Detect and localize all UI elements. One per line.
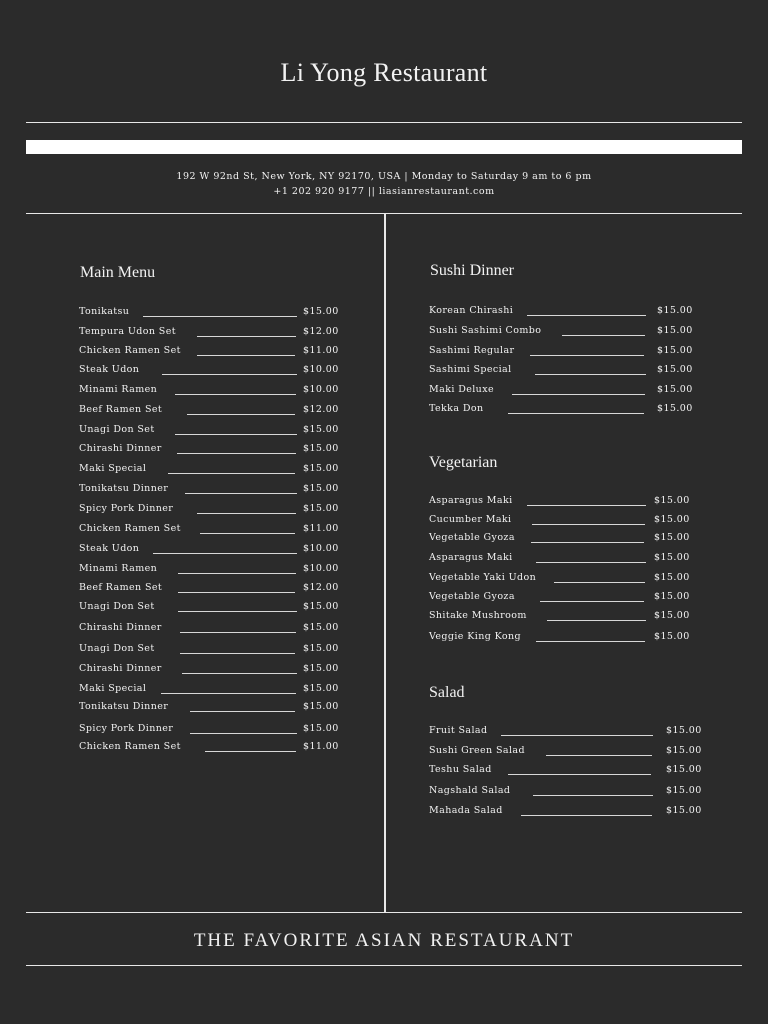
menu-item [79, 443, 348, 457]
menu-item [429, 384, 702, 398]
menu-item-name: Vegetable Gyoza [429, 591, 515, 602]
menu-item-price: $10.00 [303, 563, 339, 574]
menu-item-name: Spicy Pork Dinner [79, 723, 174, 734]
menu-item [429, 785, 711, 799]
price-leader-line [546, 755, 652, 756]
price-leader-line [187, 414, 295, 415]
menu-item-price: $15.00 [666, 805, 702, 816]
footer-bottom-divider [26, 965, 742, 966]
menu-item-name: Chirashi Dinner [79, 622, 162, 633]
menu-item [429, 305, 702, 319]
menu-item [79, 384, 348, 398]
price-leader-line [527, 315, 646, 316]
menu-item-price: $15.00 [666, 785, 702, 796]
price-leader-line [501, 735, 653, 736]
menu-item-name: Steak Udon [79, 364, 140, 375]
menu-item-name: Sashimi Regular [429, 345, 515, 356]
menu-item-price: $12.00 [303, 404, 339, 415]
menu-item-name: Maki Special [79, 683, 147, 694]
menu-item [429, 495, 699, 509]
price-leader-line [143, 316, 297, 317]
header-divider [26, 122, 742, 123]
menu-item [429, 725, 711, 739]
menu-item-name: Tekka Don [429, 403, 484, 414]
price-leader-line [178, 592, 295, 593]
main-menu-title: Main Menu [80, 264, 156, 281]
price-leader-line [521, 815, 652, 816]
menu-item [429, 610, 699, 624]
menu-item-name: Fruit Salad [429, 725, 488, 736]
sushi-dinner-title: Sushi Dinner [430, 262, 514, 279]
menu-item-price: $15.00 [303, 443, 339, 454]
menu-item-price: $15.00 [303, 424, 339, 435]
menu-item [79, 723, 348, 737]
menu-item-name: Tonikatsu [79, 306, 130, 317]
menu-item-name: Sushi Sashimi Combo [429, 325, 542, 336]
menu-item-price: $15.00 [654, 532, 690, 543]
price-leader-line [532, 524, 645, 525]
menu-item-price: $15.00 [666, 764, 702, 775]
menu-item-price: $15.00 [666, 745, 702, 756]
price-leader-line [554, 582, 645, 583]
price-leader-line [197, 355, 295, 356]
menu-item [429, 552, 699, 566]
menu-item [79, 523, 348, 537]
menu-item-price: $12.00 [303, 326, 339, 337]
salad-title: Salad [429, 684, 465, 701]
price-leader-line [540, 601, 644, 602]
menu-item-name: Maki Deluxe [429, 384, 494, 395]
menu-item-name: Mahada Salad [429, 805, 503, 816]
price-leader-line [531, 542, 644, 543]
menu-item [429, 345, 702, 359]
menu-item-name: Shitake Mushroom [429, 610, 527, 621]
menu-item-price: $15.00 [303, 723, 339, 734]
menu-item-price: $15.00 [654, 495, 690, 506]
menu-item-price: $15.00 [654, 552, 690, 563]
vegetarian-title: Vegetarian [429, 454, 498, 471]
menu-item-price: $15.00 [654, 514, 690, 525]
tagline: THE FAVORITE ASIAN RESTAURANT [193, 930, 575, 951]
menu-item-name: Beef Ramen Set [79, 582, 163, 593]
price-leader-line [512, 394, 645, 395]
menu-item-price: $15.00 [303, 643, 339, 654]
menu-item-price: $15.00 [303, 701, 339, 712]
menu-item-name: Nagshald Salad [429, 785, 511, 796]
menu-item [429, 805, 711, 819]
menu-item-price: $15.00 [303, 306, 339, 317]
menu-item-price: $15.00 [666, 725, 702, 736]
menu-item [79, 404, 348, 418]
menu-item-price: $15.00 [654, 572, 690, 583]
price-leader-line [162, 374, 297, 375]
menu-item-name: Unagi Don Set [79, 424, 155, 435]
menu-item-name: Chirashi Dinner [79, 443, 162, 454]
price-leader-line [190, 711, 295, 712]
price-leader-line [536, 641, 645, 642]
price-leader-line [153, 553, 297, 554]
price-leader-line [547, 620, 646, 621]
menu-item-price: $15.00 [657, 364, 693, 375]
menu-item [79, 701, 348, 715]
menu-item [79, 582, 348, 596]
menu-item-name: Teshu Salad [429, 764, 492, 775]
menu-item-price: $11.00 [303, 523, 339, 534]
menu-item [429, 572, 699, 586]
menu-item [79, 543, 348, 557]
menu-item-price: $15.00 [303, 601, 339, 612]
menu-item [79, 306, 348, 320]
price-leader-line [536, 562, 646, 563]
menu-item [429, 325, 702, 339]
menu-item-name: Vegetable Gyoza [429, 532, 515, 543]
menu-item [79, 424, 348, 438]
menu-item [79, 463, 348, 477]
menu-item-price: $10.00 [303, 364, 339, 375]
header-band [26, 140, 742, 154]
price-leader-line [197, 513, 296, 514]
footer-top-divider [26, 912, 742, 913]
menu-item [429, 403, 702, 417]
menu-item [79, 483, 348, 497]
menu-item-name: Minami Ramen [79, 384, 158, 395]
menu-item [429, 364, 702, 378]
menu-item [79, 663, 348, 677]
contact-line: +1 202 920 9177 || liasianrestaurant.com [273, 186, 495, 197]
price-leader-line [508, 413, 644, 414]
menu-item-name: Unagi Don Set [79, 601, 155, 612]
menu-item-name: Spicy Pork Dinner [79, 503, 174, 514]
menu-item-name: Tonikatsu Dinner [79, 483, 169, 494]
menu-item-price: $15.00 [303, 663, 339, 674]
menu-item-price: $15.00 [303, 463, 339, 474]
price-leader-line [197, 336, 296, 337]
menu-item-name: Tempura Udon Set [79, 326, 176, 337]
address-line: 192 W 92nd St, New York, NY 92170, USA | Monday to Saturday 9 am to 6 pm [176, 171, 592, 182]
price-leader-line [185, 493, 297, 494]
menu-item-price: $15.00 [657, 403, 693, 414]
menu-item-price: $15.00 [657, 345, 693, 356]
menu-item-name: Asparagus Maki [429, 495, 513, 506]
menu-item-price: $11.00 [303, 345, 339, 356]
menu-item-name: Asparagus Maki [429, 552, 513, 563]
menu-item-name: Sushi Green Salad [429, 745, 525, 756]
menu-item [79, 643, 348, 657]
menu-item-price: $10.00 [303, 384, 339, 395]
menu-item-name: Tonikatsu Dinner [79, 701, 169, 712]
price-leader-line [180, 653, 295, 654]
menu-item-name: Korean Chirashi [429, 305, 514, 316]
price-leader-line [535, 374, 646, 375]
menu-item-name: Beef Ramen Set [79, 404, 163, 415]
menu-item-price: $15.00 [303, 683, 339, 694]
menu-item-price: $15.00 [303, 622, 339, 633]
price-leader-line [182, 673, 297, 674]
menu-item-price: $11.00 [303, 741, 339, 752]
price-leader-line [161, 693, 296, 694]
menu-item-name: Maki Special [79, 463, 147, 474]
menu-item [429, 745, 711, 759]
menu-item-name: Chicken Ramen Set [79, 345, 181, 356]
price-leader-line [178, 573, 296, 574]
menu-item-price: $15.00 [657, 325, 693, 336]
menu-item-name: Steak Udon [79, 543, 140, 554]
price-leader-line [508, 774, 651, 775]
menu-item-name: Chicken Ramen Set [79, 523, 181, 534]
menu-item [79, 345, 348, 359]
menu-item-name: Chirashi Dinner [79, 663, 162, 674]
price-leader-line [530, 355, 644, 356]
menu-item-price: $15.00 [657, 305, 693, 316]
menu-item [79, 563, 348, 577]
price-leader-line [205, 751, 296, 752]
menu-item-name: Sashimi Special [429, 364, 512, 375]
menu-item [79, 622, 348, 636]
menu-item-price: $15.00 [654, 610, 690, 621]
menu-item-name: Veggie King Kong [429, 631, 521, 642]
price-leader-line [562, 335, 645, 336]
menu-item-price: $10.00 [303, 543, 339, 554]
menu-item [429, 764, 711, 778]
price-leader-line [175, 434, 297, 435]
menu-item-name: Cucumber Maki [429, 514, 512, 525]
restaurant-name: Li Yong Restaurant [280, 58, 488, 87]
menu-item-price: $15.00 [303, 503, 339, 514]
menu-item-price: $15.00 [654, 591, 690, 602]
menu-item [429, 591, 699, 605]
price-leader-line [177, 453, 296, 454]
price-leader-line [190, 733, 297, 734]
menu-item-price: $15.00 [303, 483, 339, 494]
menu-item [79, 326, 348, 340]
price-leader-line [533, 795, 653, 796]
price-leader-line [175, 394, 296, 395]
price-leader-line [178, 611, 297, 612]
menu-item [429, 514, 699, 528]
menu-item-name: Vegetable Yaki Udon [429, 572, 537, 583]
menu-item [79, 503, 348, 517]
menu-item-name: Unagi Don Set [79, 643, 155, 654]
menu-item-price: $12.00 [303, 582, 339, 593]
price-leader-line [168, 473, 295, 474]
column-divider [384, 214, 386, 912]
menu-item-price: $15.00 [657, 384, 693, 395]
menu-item [429, 532, 699, 546]
menu-item-name: Chicken Ramen Set [79, 741, 181, 752]
menu-item [79, 364, 348, 378]
price-leader-line [180, 632, 296, 633]
menu-item [429, 631, 699, 645]
menu-item-price: $15.00 [654, 631, 690, 642]
menu-item [79, 601, 348, 615]
price-leader-line [200, 533, 295, 534]
menu-item [79, 683, 348, 697]
price-leader-line [527, 505, 646, 506]
menu-item [79, 741, 348, 755]
menu-item-name: Minami Ramen [79, 563, 158, 574]
